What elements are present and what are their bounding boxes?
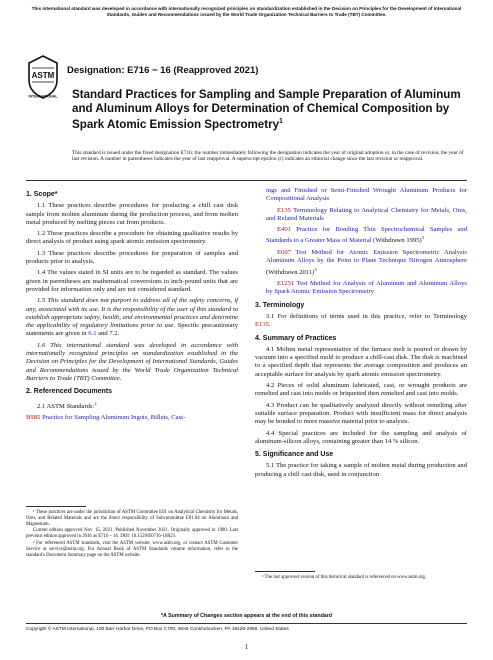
link-7-2[interactable]: 7.2: [109, 330, 118, 338]
logo-text: INTERNATIONAL: [28, 94, 58, 99]
footnote-1: ¹ These practices are under the jurisdiction of ASTM Committee E01 on Analytical Chemistry for Metals, Ores, and Related Materials and are the direct responsibility of Subcommittee E01.04 on Aluminum and Magnesium.: [26, 510, 238, 527]
ref-e401: [255, 226, 467, 246]
summary-of-changes-note: *A Summary of Changes section appears at the end of this standard: [160, 613, 333, 619]
section-5-heading: 5. Significance and Use: [255, 451, 334, 459]
astm-logo-icon: [26, 54, 60, 100]
para-4-4: 4.4 Special practices are included for the sampling and analysis of aluminum-silicon alloys, containing greater than 14 % silicon.: [255, 429, 467, 445]
ref-b985-cont: [255, 187, 467, 204]
ref-e607: [255, 249, 467, 277]
footnote-2: ² For referenced ASTM standards, visit the ASTM website, www.astm.org, or contact ASTM Customer Service at service@astm.org. For Annual Book of ASTM Standards volume information, refer to the standard's Document Summary page on the ASTM website.: [26, 540, 238, 558]
para-3-1-end: .: [268, 321, 271, 329]
copyright: Copyright © ASTM International, 100 Barr Harbor Drive, PO Box C700, West Conshohocken, PA 19428-2959. United States: [26, 627, 289, 632]
ref-e1251-title[interactable]: Test Method for Analysis of Aluminum and Aluminum Alloys by Spark Atomic Emission Spectrometry: [266, 280, 467, 296]
para-4-2: 4.2 Pieces of solid aluminum fabricated, cast, or wrought products are remelted and cast into molds or briquetted then remelted and cast into molds.: [255, 382, 467, 398]
ref-b985-code[interactable]: B985: [26, 414, 41, 422]
tbt-notice: This international standard was developed in accordance with internationally recognized principles on standardization established in the Decision on Principles for the Development of International Standards, Guides and Recommendations issued by the World Trade Organization Technical Barriers to Trade (TBT) Committee.: [31, 6, 462, 17]
footer-rule: [26, 623, 467, 624]
section-1-heading: 1. Scope*: [26, 191, 58, 198]
para-1-5-text: Specific precautionary statements are given in: [26, 322, 238, 338]
right-column: [255, 187, 467, 482]
para-1-2: 1.2 These practices describe a procedure for obtaining qualitative results by direct analysis of product using spark atomic emission spectrometry.: [26, 230, 238, 246]
para-1-5-italic: 1.5 This standard does not purport to address all of the safety concerns, if any, associated with its use. It is the responsibility of the user of this standard to establish appropriate safety, health, and environmental practices and determine the applicability of regulatory limitations prior to use.: [26, 297, 238, 330]
para-1-4: 1.4 The values stated in SI units are to be regarded as standard. The values given in parentheses are mathematical conversions to inch-pound units that are provided for information only and are not considered standard.: [26, 269, 238, 293]
designation: Designation: E716 − 16 (Reapproved 2021): [67, 65, 259, 76]
ref-e607-withdrawn: (Withdrawn 2011): [266, 268, 315, 276]
ref-e1251: [255, 280, 467, 297]
ref-e401-code[interactable]: E401: [277, 226, 291, 234]
ref-e401-title[interactable]: Practice for Bonding Thin Spectrochemical Samples and Standards to a Greater Mass of Material: [266, 226, 467, 245]
link-e135[interactable]: E135: [255, 321, 269, 329]
footnote-separator-right: [255, 571, 315, 572]
ref-e607-mark: 3: [314, 266, 317, 272]
para-1-5: [26, 297, 238, 338]
ref-e135-title[interactable]: Terminology Relating to Analytical Chemistry for Metals, Ores, and Related Materials: [266, 206, 467, 222]
ref-e135: [255, 207, 467, 224]
para-1-3: 1.3 These practices describe procedures for preparation of samples and products prior to analysis.: [26, 249, 238, 266]
left-column: [26, 186, 238, 425]
ref-e607-title[interactable]: Test Method for Atomic Emission Spectrometric Analysis Aluminum Alloys by the Point to Plane Technique Nitrogen Atmosphere: [266, 248, 467, 265]
section-3-heading: 3. Terminology: [255, 301, 305, 309]
ref-e607-code[interactable]: E607: [277, 248, 291, 256]
para-4-3: 4.3 Product can be qualitatively analyzed directly without remelting after suitable surface preparation. Product with insufficient mass for direct analysis may be bonded to more massive material prior to analysis.: [255, 401, 467, 426]
para-4-1: 4.1 Molten metal representative of the furnace melt is poured or drawn by vacuum into a specified mold to produce a chill-cast disk. The disk is machined to a specified depth that represents the average composition and produces an acceptable surface for analysis by spark atomic emission spectrometry.: [255, 345, 467, 378]
para-2-1-text: 2.1 ASTM Standards:: [37, 402, 95, 410]
svg-text:ASTM: ASTM: [31, 71, 55, 80]
ref-b985-title[interactable]: Practice for Sampling Aluminum Ingots, Billets, Cast-: [40, 414, 186, 422]
para-1-6: 1.6 This international standard was developed in accordance with internationally recognized principles on standardization established in the Decision on Principles for the Development of International Standards, Guides and Recommendations issued by the World Trade Organization Technical Barriers to Trade (TBT) Committee.: [26, 341, 238, 382]
para-3-1: [255, 313, 467, 330]
title-text: Standard Practices for Sampling and Sample Preparation of Aluminum and Aluminum Alloys for Determination of Chemical Composition by Spark Atomic Emission Spectrometry: [72, 88, 461, 131]
para-5-1: 5.1 The practice for taking a sample of molten metal during production and producing a chill cast disk, used in conjunction: [255, 462, 467, 478]
link-6-1[interactable]: 6.1: [88, 330, 97, 338]
ref-e401-withdrawn: (Withdrawn 1995): [371, 237, 422, 245]
header-rule: [26, 180, 467, 181]
title-footnote-mark: 1: [279, 118, 283, 125]
ref-b985-title-cont[interactable]: ings and Finished or Semi-Finished Wrought Aluminum Products for Compositional Analysis: [266, 187, 467, 203]
page-number: 1: [244, 643, 249, 651]
para-1-5-and: and: [96, 330, 110, 338]
footnote-separator: [26, 506, 86, 507]
para-1-5-end: .: [117, 330, 120, 338]
left-footnotes: [26, 506, 238, 559]
ref-e401-mark: 3: [421, 235, 424, 241]
para-2-1: [26, 400, 238, 411]
footnote-mark-2: 2: [94, 400, 97, 406]
issue-note: This standard is issued under the fixed designation E716; the number immediately following the designation indicates the year of original adoption or, in the case of revision, the year of last revision. A number in parentheses indicates the year of last reapproval. A superscript epsilon (ε) indicates an editorial change since the last revision or reapproval.: [72, 150, 464, 163]
footnote-3: ³ The last approved version of this historical standard is referenced on www.astm.org.: [262, 575, 427, 580]
right-footnotes: [255, 571, 467, 582]
para-1-1: 1.1 These practices describe procedures for producing a chill cast disk sample from molten aluminum during the production process, and from molten metal produced by melting pieces cut from products.: [26, 202, 238, 226]
document-title: [72, 88, 472, 131]
section-4-heading: 4. Summary of Practices: [255, 334, 337, 342]
ref-b985: [26, 414, 238, 422]
section-2-heading: 2. Referenced Documents: [26, 388, 112, 396]
footnote-1-edition: Current edition approved Nov. 15, 2021. Published November 2021. Originally approved in 1980. Last previous edition approved in 2016 as E716 – 16. DOI: 10.1520/E0716-16R21.: [26, 528, 238, 540]
ref-e1251-code[interactable]: E1251: [277, 280, 295, 288]
ref-e135-code[interactable]: E135: [277, 206, 291, 214]
para-3-1-text: 3.1 For definitions of terms used in this practice, refer to Terminology: [266, 312, 467, 320]
